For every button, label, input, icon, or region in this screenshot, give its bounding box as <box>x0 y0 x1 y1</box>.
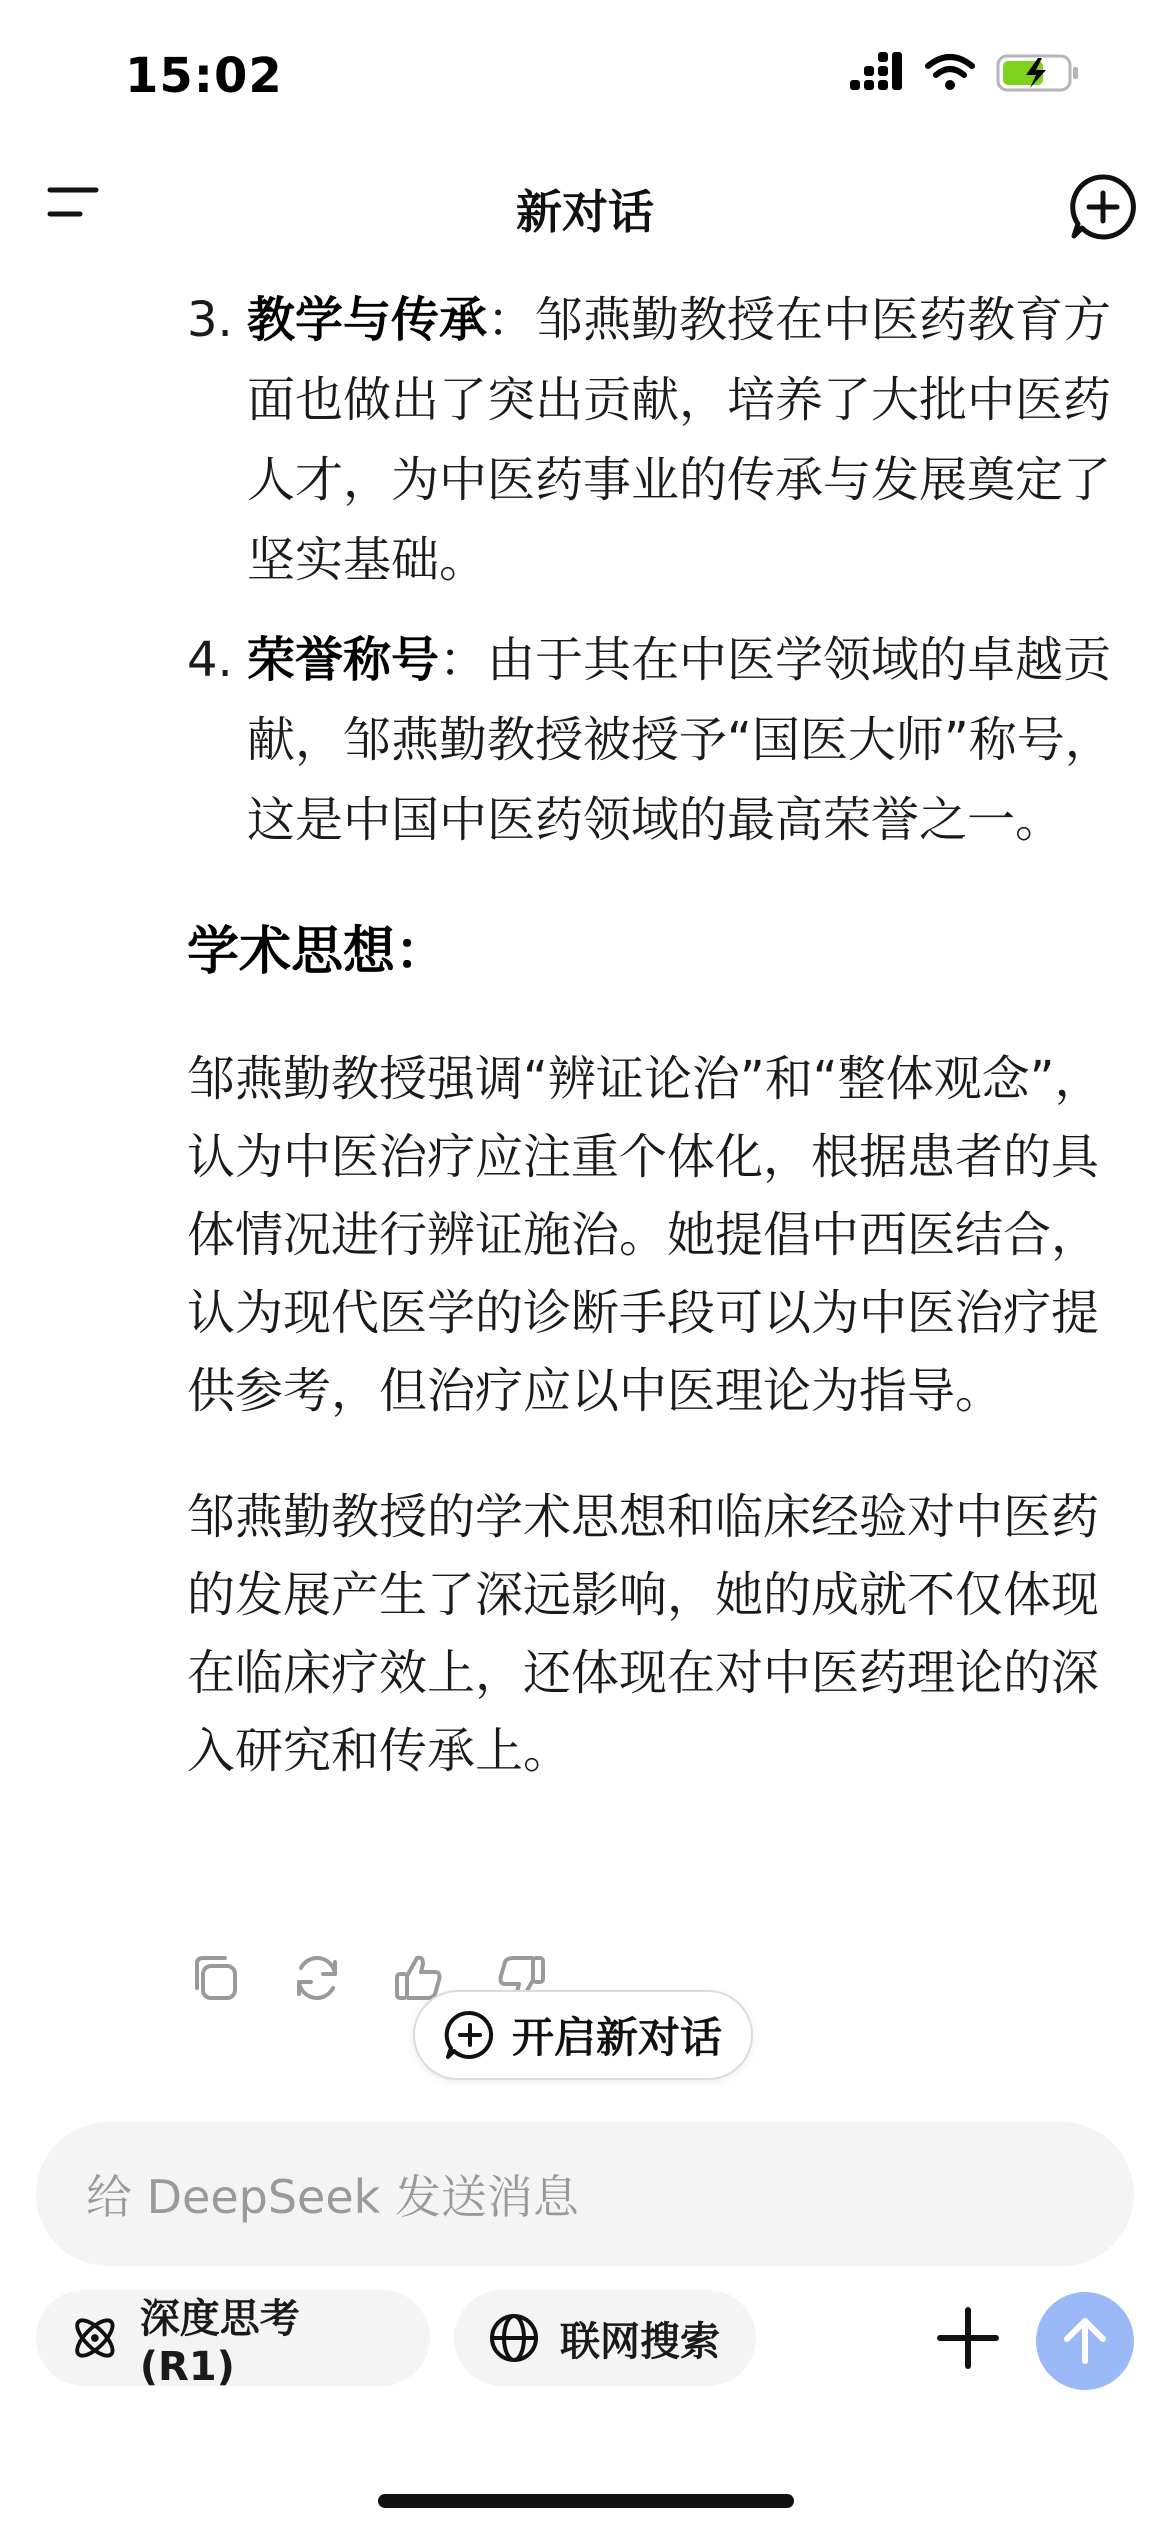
start-new-chat-label: 开启新对话 <box>511 2013 722 2062</box>
list-item-separator: ： <box>487 292 536 348</box>
list-item-text: 邹燕勤教授在中医药教育方面也做出了突出贡献，培养了大批中医药人才，为中医药事业的传承与发展奠定了坚实基础。 <box>247 292 1112 588</box>
wifi-icon <box>928 57 972 90</box>
status-icons <box>850 52 1100 102</box>
send-button[interactable] <box>1036 2292 1134 2390</box>
start-new-chat-button[interactable] <box>413 1990 753 2080</box>
list-number: 3. <box>187 292 233 348</box>
deep-think-toggle[interactable] <box>36 2290 430 2390</box>
paragraph: 邹燕勤教授强调“辨证论治”和“整体观念”，认为中医治疗应注重个体化，根据患者的具体情况进行辨证施治。她提倡中西医结合，认为现代医学的诊断手段可以为中医治疗提供参考，但治疗应以中医理论为指导。 <box>187 1051 1103 1419</box>
arrow-up-icon <box>1055 2311 1115 2371</box>
chat-plus-icon <box>1068 172 1138 242</box>
web-search-label: 联网搜索 <box>560 2318 720 2365</box>
chat-plus-icon <box>444 2009 496 2061</box>
message-input[interactable] <box>36 2122 1134 2266</box>
copy-icon <box>187 1950 243 2006</box>
atom-icon <box>68 2310 122 2366</box>
regenerate-button[interactable] <box>289 1950 345 2006</box>
list-item-title: 荣誉称号 <box>247 632 440 688</box>
new-chat-header-button[interactable] <box>1068 172 1138 242</box>
message-input-placeholder: 给 DeepSeek 发送消息 <box>86 2170 579 2224</box>
assistant-message <box>187 280 1127 1838</box>
section-heading: 学术思想： <box>187 922 448 982</box>
list-item-title: 教学与传承 <box>247 292 488 348</box>
paragraph: 邹燕勤教授的学术思想和临床经验对中医药的发展产生了深远影响，她的成就不仅体现在临床疗效上，还体现在对中医药理论的深入研究和传承上。 <box>187 1489 1100 1779</box>
home-indicator <box>378 2494 794 2508</box>
list-item <box>187 620 1127 860</box>
plus-icon <box>930 2300 1006 2376</box>
list-item-separator: ： <box>439 632 488 688</box>
attach-button[interactable] <box>930 2300 1006 2376</box>
battery-icon <box>998 56 1078 90</box>
page-title: 新对话 <box>516 185 654 239</box>
copy-button[interactable] <box>187 1950 243 2006</box>
refresh-icon <box>289 1950 345 2006</box>
status-time: 15:02 <box>125 48 283 104</box>
globe-icon <box>486 2310 542 2366</box>
deep-think-label: 深度思考 (R1) <box>139 2295 300 2390</box>
list-item-text: 由于其在中医学领域的卓越贡献，邹燕勤教授被授予“国医大师”称号，这是中国中医药领域的最高荣誉之一。 <box>247 632 1113 848</box>
web-search-toggle[interactable] <box>454 2290 756 2386</box>
list-item <box>187 280 1127 600</box>
list-number: 4. <box>187 632 233 688</box>
cellular-signal-icon <box>850 52 1100 102</box>
